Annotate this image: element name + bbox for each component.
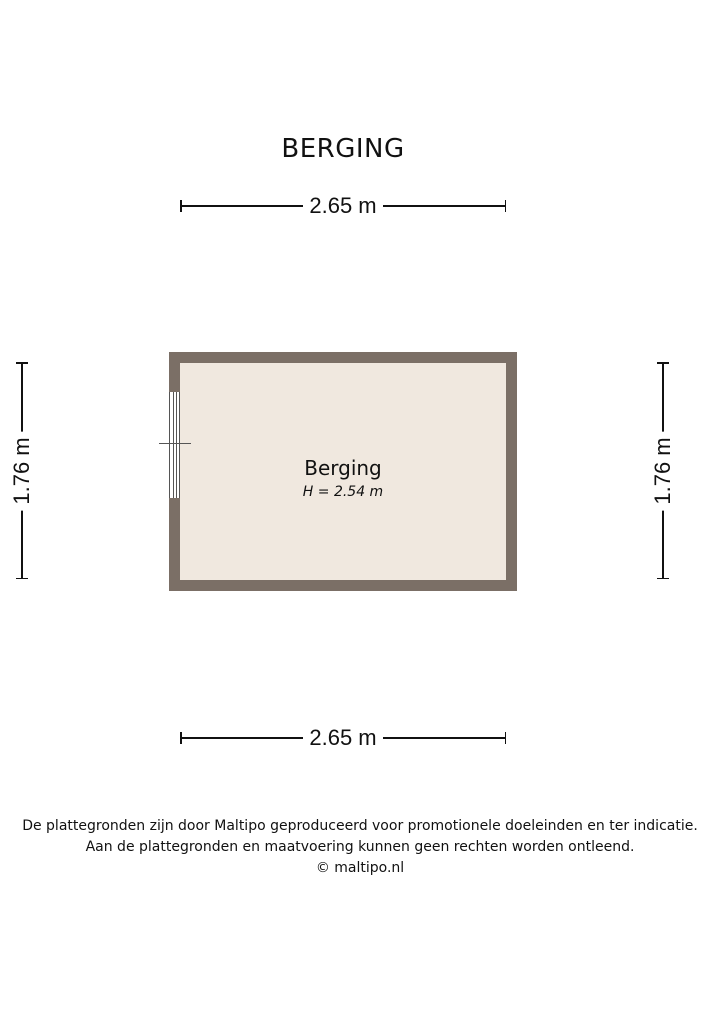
dimension-bottom-label: 2.65 m [303, 725, 382, 750]
room-height-label: H = 2.54 m [302, 484, 384, 500]
disclaimer-line-2: Aan de plattegronden en maatvoering kunnen geen rechten worden ontleend. [85, 839, 635, 855]
door-leaf-line [176, 392, 177, 498]
floor-title: BERGING [281, 134, 405, 164]
dimension-top-label: 2.65 m [303, 193, 382, 218]
dimension-top [180, 194, 506, 218]
dimension-left-label: 1.76 m [9, 431, 35, 510]
dimension-right-label: 1.76 m [650, 431, 676, 510]
dimension-left [10, 362, 34, 579]
dimension-bottom [180, 726, 506, 750]
door-frame-line [169, 392, 170, 498]
copyright-link[interactable]: © maltipo.nl [315, 860, 405, 876]
door-frame-line [179, 392, 180, 498]
disclaimer-line-1: De plattegronden zijn door Maltipo geproduceerd voor promotionele doeleinden en ter indicatie. [22, 818, 698, 834]
room-label: Berging [304, 456, 382, 480]
door-swing-line [159, 443, 191, 444]
door-leaf-line [173, 392, 174, 498]
dimension-right [651, 362, 675, 579]
